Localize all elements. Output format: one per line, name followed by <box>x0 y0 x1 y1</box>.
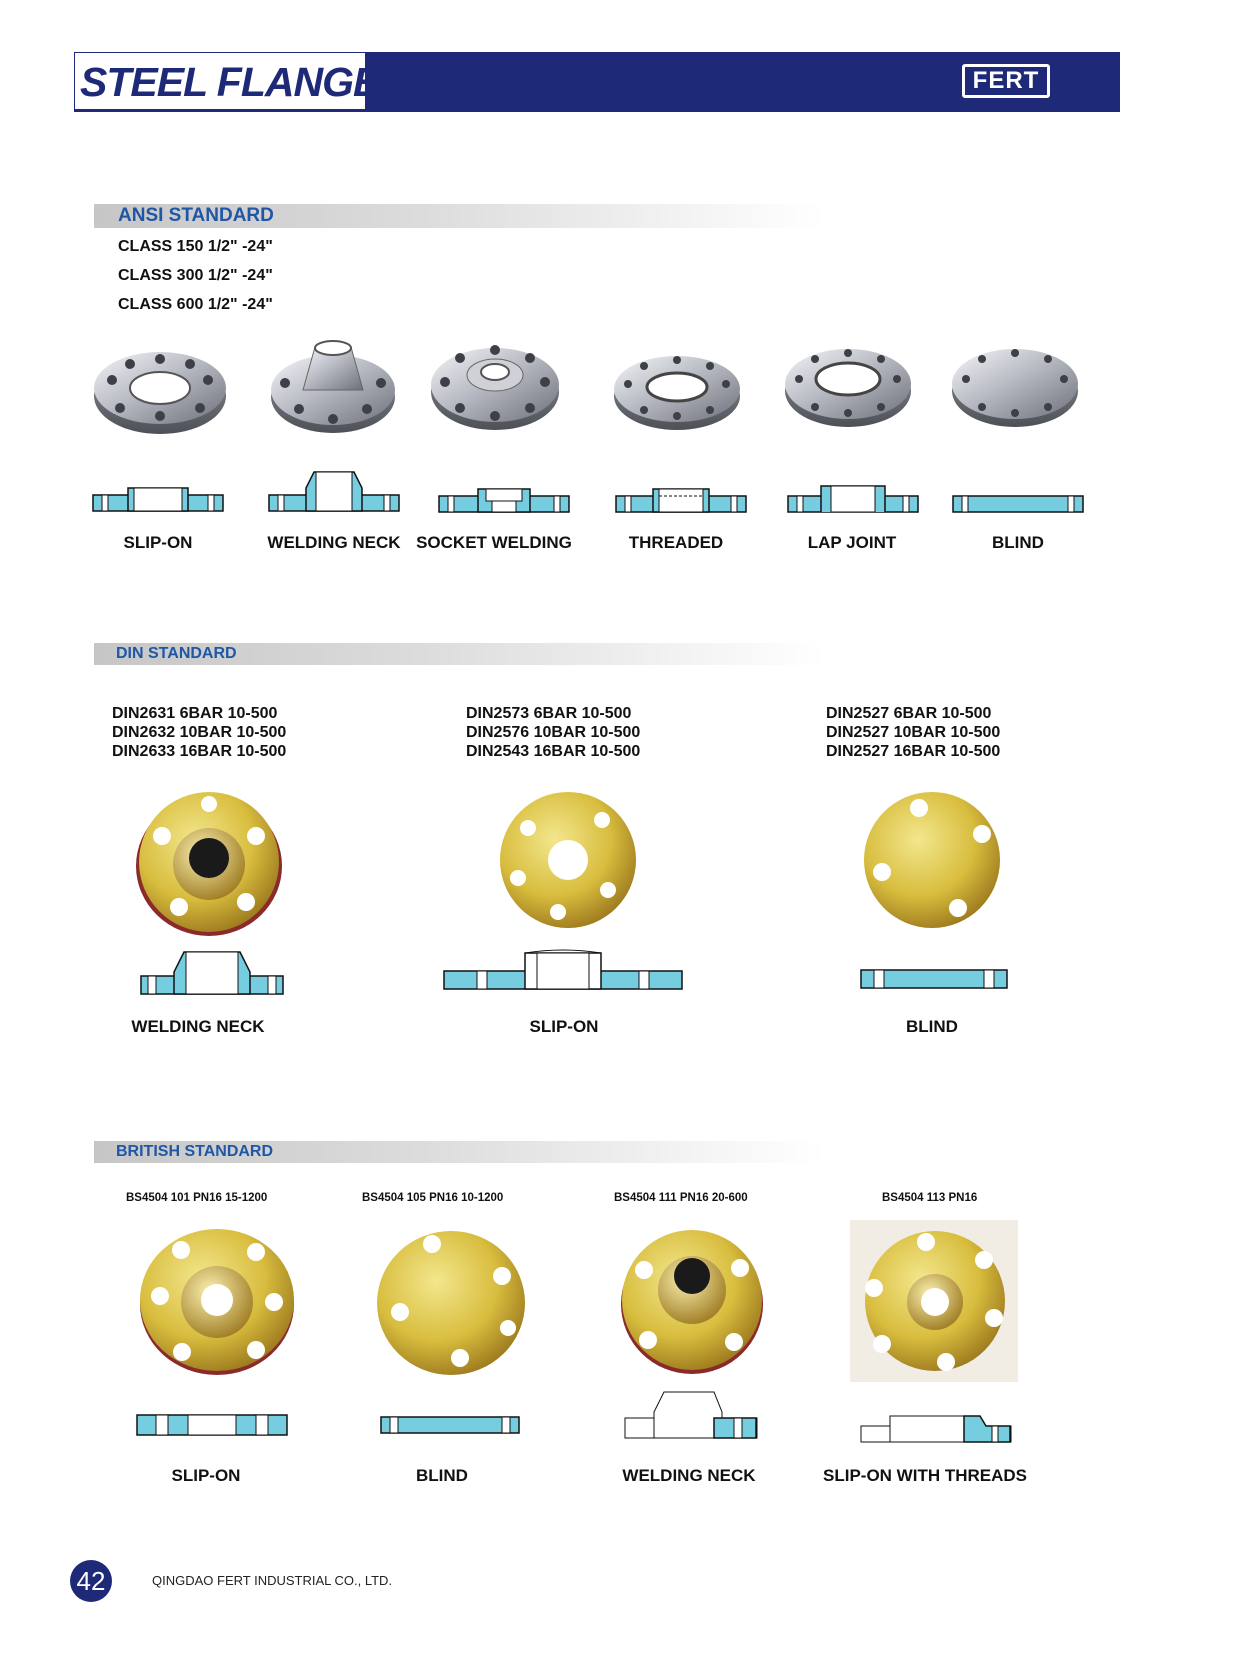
din-spec-2632: DIN2632 10BAR 10-500 <box>112 724 287 741</box>
bs-label-welding-neck: WELDING NECK <box>622 1466 756 1485</box>
slip-on-flange-photo <box>90 350 230 440</box>
socket-welding-flange-photo <box>425 340 565 435</box>
ansi-label-welding-neck: WELDING NECK <box>267 533 401 552</box>
ansi-class-600: CLASS 600 1/2" -24" <box>118 296 273 313</box>
bs-slip-on-section <box>136 1412 288 1438</box>
bs-threaded-section <box>860 1412 1012 1446</box>
din-label-slip-on: SLIP-ON <box>529 1017 599 1036</box>
socket-welding-section-diagram <box>438 488 570 516</box>
ansi-class-300: CLASS 300 1/2" -24" <box>118 267 273 284</box>
din-spec-2543: DIN2543 16BAR 10-500 <box>466 743 641 760</box>
ansi-label-blind: BLIND <box>992 533 1044 552</box>
ansi-class-150: CLASS 150 1/2" -24" <box>118 238 273 255</box>
din-spec-2527-10bar: DIN2527 10BAR 10-500 <box>826 724 1001 741</box>
din-spec-2631: DIN2631 6BAR 10-500 <box>112 705 278 722</box>
footer-company: QINGDAO FERT INDUSTRIAL CO., LTD. <box>152 1573 393 1588</box>
din-slip-on-section <box>443 947 683 991</box>
bs-spec-111: BS4504 111 PN16 20-600 <box>614 1192 748 1204</box>
welding-neck-section-diagram <box>268 470 400 516</box>
ansi-label-socket-welding: SOCKET WELDING <box>416 533 572 552</box>
bs-label-slip-on-with-threads: SLIP-ON WITH THREADS <box>823 1466 1027 1485</box>
din-blind-section <box>860 968 1008 990</box>
blind-flange-photo <box>948 345 1083 435</box>
bs-label-blind: BLIND <box>416 1466 468 1485</box>
din-blind-photo <box>862 790 1002 930</box>
lap-joint-flange-photo <box>781 345 916 435</box>
threaded-section-diagram <box>615 488 747 516</box>
ansi-label-lap-joint: LAP JOINT <box>807 533 897 552</box>
din-label-blind: BLIND <box>906 1017 958 1036</box>
bs-blind-photo <box>376 1230 526 1376</box>
ansi-label-slip-on: SLIP-ON <box>123 533 193 552</box>
bs-spec-101: BS4504 101 PN16 15-1200 <box>126 1192 268 1204</box>
din-spec-2576: DIN2576 10BAR 10-500 <box>466 724 641 741</box>
bs-spec-105: BS4504 105 PN16 10-1200 <box>362 1192 504 1204</box>
din-welding-neck-section <box>140 950 284 996</box>
din-spec-2633: DIN2633 16BAR 10-500 <box>112 743 287 760</box>
british-section-title: BRITISH STANDARD <box>116 1143 274 1160</box>
din-label-welding-neck: WELDING NECK <box>131 1017 265 1036</box>
welding-neck-flange-photo <box>263 335 403 440</box>
din-section-title: DIN STANDARD <box>116 645 237 662</box>
page-number: 42 <box>70 1560 112 1602</box>
din-welding-neck-photo <box>134 792 284 937</box>
bs-spec-113: BS4504 113 PN16 <box>882 1192 978 1204</box>
din-spec-2527-6bar: DIN2527 6BAR 10-500 <box>826 705 992 722</box>
bs-slip-on-photo <box>138 1228 296 1376</box>
bs-label-slip-on: SLIP-ON <box>171 1466 241 1485</box>
bs-welding-neck-section <box>624 1390 758 1442</box>
threaded-flange-photo <box>610 352 745 437</box>
din-spec-2573: DIN2573 6BAR 10-500 <box>466 705 632 722</box>
page-title: STEEL FLANGE <box>80 59 380 105</box>
fert-logo: FERT <box>962 64 1050 98</box>
din-slip-on-photo <box>498 790 638 930</box>
bs-welding-neck-photo <box>620 1230 765 1375</box>
bs-blind-section <box>380 1414 520 1436</box>
din-spec-2527-16bar: DIN2527 16BAR 10-500 <box>826 743 1001 760</box>
slip-on-section-diagram <box>92 484 224 516</box>
bs-threaded-photo <box>860 1226 1010 1376</box>
ansi-section-title: ANSI STANDARD <box>118 205 274 226</box>
lap-joint-section-diagram <box>787 482 919 516</box>
blind-section-diagram <box>952 494 1084 516</box>
ansi-label-threaded: THREADED <box>628 533 724 552</box>
